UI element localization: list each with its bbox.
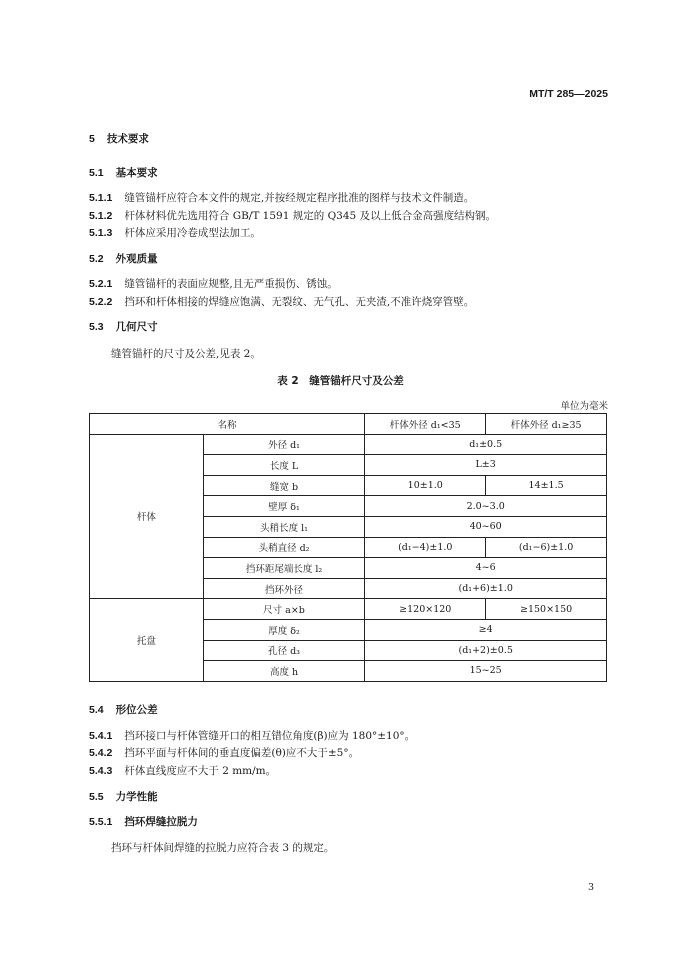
row-label: 头稍长度 l₁ bbox=[203, 516, 365, 537]
table-caption: 表 2 缝管锚杆尺寸及公差 bbox=[277, 375, 404, 387]
row-label: 厚度 δ₂ bbox=[203, 619, 365, 640]
row-value-small: 10±1.0 bbox=[365, 475, 486, 496]
header-name: 名称 bbox=[90, 414, 365, 435]
clause-text: 挡环接口与杆体管缝开口的相互错位角度(β)应为 180°±10°。 bbox=[124, 730, 416, 742]
section-5-heading bbox=[89, 131, 149, 146]
section-title: 基本要求 bbox=[115, 167, 158, 179]
section-5-5-1-paragraph: 挡环与杆体间焊缝的拉脱力应符合表 3 的规定。 bbox=[111, 842, 335, 854]
row-value: 4~6 bbox=[365, 558, 607, 579]
clause-5-2-2 bbox=[89, 294, 474, 309]
clause-5-4-1 bbox=[89, 728, 415, 743]
clause-number: 5.4.3 bbox=[89, 765, 113, 777]
section-5-3-heading bbox=[89, 319, 158, 334]
header-col-small: 杆体外径 d₁<35 bbox=[365, 414, 486, 435]
section-title: 外观质量 bbox=[115, 253, 158, 265]
clause-number: 5.2.1 bbox=[89, 278, 113, 290]
clause-text: 缝管锚杆应符合本文件的规定,并按经规定程序批准的图样与技术文件制造。 bbox=[124, 192, 475, 204]
table-row bbox=[90, 434, 607, 455]
clause-5-1-2 bbox=[89, 208, 496, 223]
dimension-table bbox=[89, 413, 607, 682]
section-5-1-heading bbox=[89, 165, 158, 180]
row-value-large: (d₁−6)±1.0 bbox=[486, 537, 607, 558]
header-col-large: 杆体外径 d₁≥35 bbox=[486, 414, 607, 435]
row-label: 挡环距尾端长度 l₂ bbox=[203, 558, 365, 579]
section-5-3-paragraph: 缝管锚杆的尺寸及公差,见表 2。 bbox=[111, 348, 261, 360]
row-label: 缝宽 b bbox=[203, 475, 365, 496]
row-label: 壁厚 δ₁ bbox=[203, 496, 365, 517]
row-label: 长度 L bbox=[203, 455, 365, 476]
section-title: 挡环焊缝拉脱力 bbox=[124, 816, 198, 828]
row-value: ≥4 bbox=[365, 619, 607, 640]
table-header-row bbox=[90, 414, 607, 435]
row-value-large: 14±1.5 bbox=[486, 475, 607, 496]
row-label: 外径 d₁ bbox=[203, 434, 365, 455]
row-label: 挡环外径 bbox=[203, 578, 365, 599]
clause-number: 5.4.2 bbox=[89, 747, 113, 759]
clause-5-1-1 bbox=[89, 190, 474, 205]
section-5-5-heading bbox=[89, 789, 158, 804]
row-value: (d₁+2)±0.5 bbox=[365, 640, 607, 661]
section-number: 5.4 bbox=[89, 704, 104, 716]
section-5-4-heading bbox=[89, 702, 158, 717]
row-value: 2.0~3.0 bbox=[365, 496, 607, 517]
row-label: 高度 h bbox=[203, 661, 365, 682]
section-number: 5.5 bbox=[89, 791, 104, 803]
section-title: 力学性能 bbox=[115, 791, 158, 803]
clause-number: 5.1.2 bbox=[89, 210, 113, 222]
clause-5-4-2 bbox=[89, 745, 359, 760]
clause-5-2-1 bbox=[89, 276, 338, 291]
row-label: 尺寸 a×b bbox=[203, 599, 365, 620]
section-5-5-1-heading bbox=[89, 814, 198, 829]
row-value: 15~25 bbox=[365, 661, 607, 682]
row-value: (d₁+6)±1.0 bbox=[365, 578, 607, 599]
table-unit-note: 单位为毫米 bbox=[560, 401, 608, 412]
clause-number: 5.1.1 bbox=[89, 192, 113, 204]
clause-5-4-3 bbox=[89, 763, 276, 778]
section-number: 5.1 bbox=[89, 167, 104, 179]
standard-code: MT/T 285—2025 bbox=[529, 88, 608, 100]
section-title: 几何尺寸 bbox=[115, 321, 158, 333]
clause-text: 杆体直线度应不大于 2 mm/m。 bbox=[124, 765, 277, 777]
clause-number: 5.2.2 bbox=[89, 296, 113, 308]
clause-number: 5.1.3 bbox=[89, 227, 113, 239]
section-number: 5 bbox=[89, 133, 95, 145]
clause-5-1-3 bbox=[89, 225, 261, 240]
group-label-plate: 托盘 bbox=[90, 599, 204, 681]
row-label: 孔径 d₃ bbox=[203, 640, 365, 661]
row-value-large: ≥150×150 bbox=[486, 599, 607, 620]
clause-text: 挡环和杆体相接的焊缝应饱满、无裂纹、无气孔、无夹渣,不准许烧穿管壁。 bbox=[124, 296, 475, 308]
row-value: 40~60 bbox=[365, 516, 607, 537]
row-value: d₁±0.5 bbox=[365, 434, 607, 455]
section-title: 技术要求 bbox=[106, 133, 149, 145]
clause-text: 杆体应采用冷卷成型法加工。 bbox=[124, 227, 261, 239]
group-label-rod: 杆体 bbox=[90, 434, 204, 599]
section-number: 5.5.1 bbox=[89, 816, 113, 828]
row-label: 头稍直径 d₂ bbox=[203, 537, 365, 558]
row-value-small: (d₁−4)±1.0 bbox=[365, 537, 486, 558]
section-5-2-heading bbox=[89, 251, 158, 266]
section-title: 形位公差 bbox=[115, 704, 158, 716]
clause-text: 缝管锚杆的表面应规整,且无严重损伤、锈蚀。 bbox=[124, 278, 338, 290]
clause-text: 杆体材料优先选用符合 GB/T 1591 规定的 Q345 及以上低合金高强度结构钢。 bbox=[124, 210, 497, 222]
page-number: 3 bbox=[587, 882, 594, 893]
row-value-small: ≥120×120 bbox=[365, 599, 486, 620]
row-value: L±3 bbox=[365, 455, 607, 476]
section-number: 5.2 bbox=[89, 253, 104, 265]
table-row bbox=[90, 599, 607, 620]
clause-text: 挡环平面与杆体间的垂直度偏差(θ)应不大于±5°。 bbox=[124, 747, 360, 759]
clause-number: 5.4.1 bbox=[89, 730, 113, 742]
section-number: 5.3 bbox=[89, 321, 104, 333]
